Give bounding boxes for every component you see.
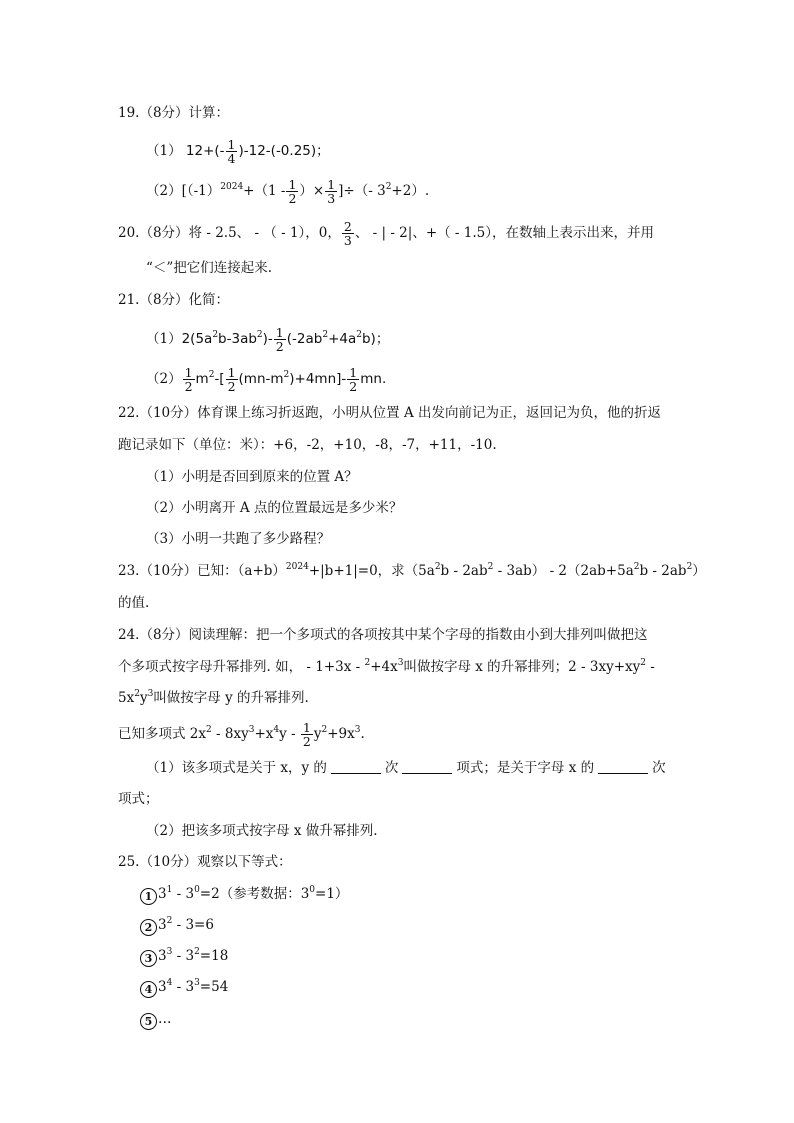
label: （2）[（-1） (146, 183, 221, 199)
q19-header: 19.（8分）计算： (118, 105, 230, 121)
expr: 12+(- (185, 143, 225, 159)
q21-header: 21.（8分）化简： (118, 292, 230, 308)
fraction: $\frac{1}{2}$ (288, 177, 297, 206)
q22-part3: （3）小明一共跑了多少路程？ (146, 531, 331, 547)
q24-part2: （2）把该多项式按字母 x 做升幂排列. (146, 823, 378, 839)
circled-number: 3 (140, 950, 157, 967)
q20-line1: 20.（8分）将 - 2.5、 - （ - 1），0， $\frac{2}{3}$ 、 - | - 2|、+（ - 1.5），在数轴上表示出来，并用 (118, 219, 654, 248)
expr: )-12-(-0.25)； (238, 143, 330, 159)
circled-number: 1 (140, 888, 157, 905)
q25-item-2: 2 $3^2 - 3=6$ (140, 916, 214, 936)
q22-line1: 22.（10分）体育课上练习折返跑，小明从位置 A 出发向前记为正，返回记为负，他的折返 (118, 405, 661, 421)
q19-part2: $(2)[(-1)^{2024}+(1$ - $\frac{1}{2}$ ）× $\frac{1}{3}$ ]÷（- $3^2+2$）. (146, 177, 430, 206)
q24-part1: （1）该多项式是关于 x，y 的 次 项式；是关于字母 x 的 次 (146, 760, 666, 776)
q25-header: 25.（10分）观察以下等式： (118, 854, 292, 870)
q22-part2: （2）小明离开 A 点的位置最远是多少米？ (146, 500, 403, 516)
fraction: $\frac{1}{2}$ (227, 365, 236, 394)
q24-part1-cont: 项式； (118, 791, 159, 807)
answer-blank-1[interactable] (331, 761, 381, 774)
circled-number: 5 (140, 1013, 157, 1030)
fraction: $\frac{1}{2}$ (184, 365, 193, 394)
q21-part1: $(1)2(5a^2b-3ab^2)-$ $\frac{1}{2}$ $(-2ab^2+4a^2b)$； (146, 325, 390, 354)
fraction: $\frac{1}{4}$ (227, 137, 236, 166)
circled-number: 2 (140, 919, 157, 936)
q23-line2: 的值. (118, 595, 150, 611)
answer-blank-2[interactable] (402, 761, 452, 774)
fraction: $\frac{2}{3}$ (343, 219, 352, 248)
q23-line1: 23.（10分）已知：$(a+b)^{2024}+|b+1|=0$，求$(5a^2b - 2ab^2 - 3ab) - 2(2ab+5a^2b - 2ab^2)$ (118, 562, 706, 579)
q24-line1: 24.（8分）阅读理解：把一个多项式的各项按其中某个字母的指数由小到大排列叫做把这 (118, 627, 648, 643)
q24-line4: 已知多项式 $2x^2 - 8xy^3+x^4y$ - $\frac{1}{2}$ $y^2+9x^3$. (118, 720, 365, 749)
q22-part1: （1）小明是否回到原来的位置 A？ (146, 469, 358, 485)
fraction: $\frac{1}{2}$ (349, 365, 358, 394)
label: （1） (146, 143, 182, 159)
q22-line2: 跑记录如下（单位：米）：+6，-2，+10，-8，-7，+11，-10. (118, 437, 497, 453)
q25-item-3: 3 $3^3 - 3^2=18$ (140, 947, 228, 967)
q20-line2: “＜”把它们连接起来. (146, 260, 273, 276)
fraction: $\frac{1}{2}$ (275, 325, 284, 354)
q24-line3: $5x^2y^3$叫做按字母 y 的升幂排列. (118, 689, 309, 706)
fraction: $\frac{1}{2}$ (302, 720, 311, 749)
q19-part1 (146, 138, 330, 165)
q25-item-5: 5 … (140, 1010, 172, 1030)
q25-item-4: 4 $3^4 - 3^3=54$ (140, 978, 228, 998)
q21-part2: （2） $\frac{1}{2}$ $m^2-$[ $\frac{1}{2}$ $(mn-m^2)+4mn]-$ $\frac{1}{2}$ mn. (146, 365, 387, 394)
circled-number: 4 (140, 981, 157, 998)
fraction: $\frac{1}{3}$ (327, 177, 336, 206)
q24-line2: 个多项式按字母升幂排列. 如， - $1+3x - ^2+4x^3$叫做按字母 x 的升幂排列；$2 - 3xy+xy^2$ - (118, 658, 655, 675)
answer-blank-3[interactable] (598, 761, 648, 774)
q25-item-1: 1 $3^1 - 3^0=2$（参考数据：$3^0=1$） (140, 885, 348, 905)
